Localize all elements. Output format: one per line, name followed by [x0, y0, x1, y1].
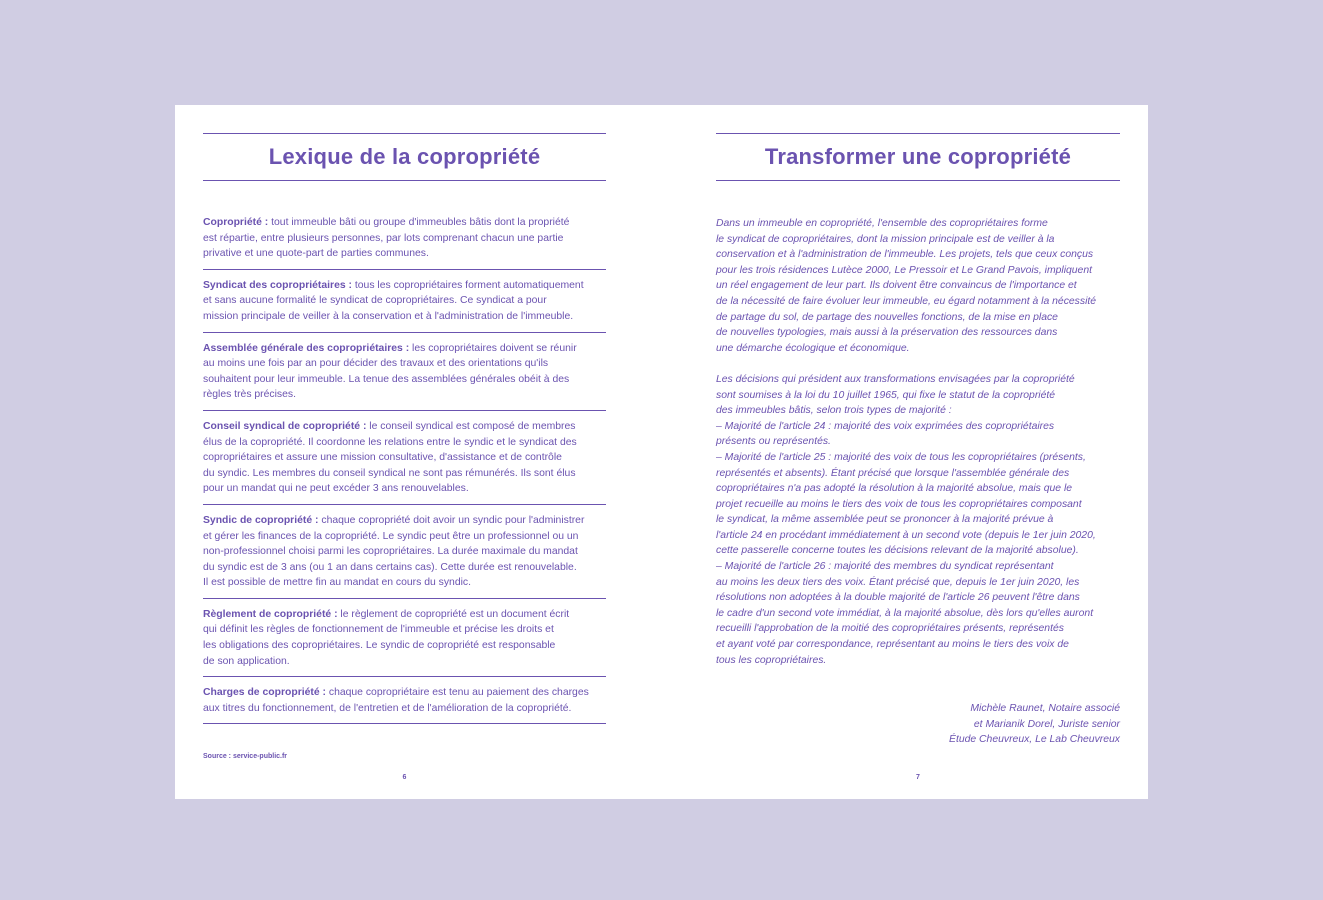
lexique-entry [203, 685, 606, 724]
entry-term: Syndic de copropriété : [203, 514, 319, 526]
entry-definition: tout immeuble bâti ou groupe d'immeubles bâtis dont la propriété est répartie, entre plusieurs personnes, par lots comprenant chacun une partie privative et une quote-part de parties communes. [203, 217, 570, 260]
lexique-entry [203, 513, 606, 599]
body-paragraph: Les décisions qui président aux transformations envisagées par la copropriété sont soumises à la loi du 10 juillet 1965, qui fixe le statut de la copropriété des immeubles bâtis, selon trois types de majorité : – Majorité de l'article 24 : majorité des voix exprimées des copropriétaires présents ou représentés. – Majorité de l'article 25 : majorité des voix de tous les copropriétaires (présents, représentés et absents). Étant précisé que lorsque l'assemblée générale des copropriétaires n'a pas adopté la résolution à la majorité absolue, mais que le projet recueille au moins le tiers des voix de tous les copropriétaires composant le syndicat, la même assemblée peut se prononcer à la majorité prévue à l'article 24 en procédant immédiatement à un second vote (depuis le 1er juin 2020, cette passerelle concerne toutes les décisions relevant de la majorité absolue). – Majorité de l'article 26 : majorité des membres du syndicat représentant au moins les deux tiers des voix. Étant précisé que, depuis le 1er juin 2020, les résolutions non adoptées à la double majorité de l'article 26 peuvent l'être dans le cadre d'un second vote immédiat, à la majorité absolue, dès lors qu'elles auront recueilli l'approbation de la moitié des copropriétaires présents, représentés et ayant voté par correspondance, représentant au moins le tiers des voix de tous les copropriétaires. [716, 373, 1096, 666]
entry-definition: le règlement de copropriété est un document écrit qui définit les règles de fonctionnement de l'immeuble et précise les droits et les obligations des copropriétaires. Le syndic de copropriété est responsable de son application. [203, 608, 570, 667]
lexique-list [203, 215, 606, 732]
signature-block: Michèle Raunet, Notaire associé et Marianik Dorel, Juriste senior Étude Cheuvreux, Le Lab Cheuvreux [949, 703, 1120, 746]
entry-term: Copropriété : [203, 217, 269, 228]
entry-definition: chaque copropriétaire est tenu au paiement des charges aux titres du fonctionnement, de l'entretien et de l'amélioration de la copropriété. [203, 687, 589, 714]
entry-term: Conseil syndical de copropriété : [203, 420, 367, 432]
right-title-block [716, 133, 1120, 181]
entry-term: Assemblée générale des copropriétaires : [203, 342, 410, 354]
right-page [716, 105, 1120, 799]
page-number-left: 6 [402, 774, 407, 781]
entry-term: Charges de copropriété : [203, 687, 326, 699]
lexique-entry [203, 419, 606, 505]
entry-term: Règlement de copropriété : [203, 608, 338, 620]
right-page-title: Transformer une copropriété [764, 144, 1072, 169]
lexique-entry [203, 607, 606, 677]
document-spread [175, 105, 1148, 799]
entry-definition: tous les copropriétaires forment automatiquement et sans aucune formalité le syndicat de copropriétaires. Ce syndicat a pour mission principale de veiller à la conservation et à l'administration de l'immeuble. [203, 279, 584, 322]
entry-definition: le conseil syndical est composé de membres élus de la copropriété. Il coordonne les relations entre le syndic et le syndicat des copropriétaires et assure une mission consultative, d'assistance et de contrôle du syndic. Les membres du conseil syndical ne sont pas rémunérés. Ils sont élus pour un mandat qui ne peut excéder 3 ans renouvelables. [203, 420, 577, 495]
left-page [203, 105, 606, 799]
page-number-right: 7 [916, 774, 920, 781]
entry-term: Syndicat des copropriétaires : [203, 279, 352, 291]
left-page-title: Lexique de la copropriété [268, 144, 541, 169]
right-body-text [716, 216, 1120, 684]
entry-definition: les copropriétaires doivent se réunir au moins une fois par an pour décider des travaux et des orientations qu'ils souhaitent pour leur immeuble. La tenue des assemblées générales obéit à des règles très précises. [203, 342, 577, 401]
entry-definition: chaque copropriété doit avoir un syndic pour l'administrer et gérer les finances de la copropriété. Le syndic peut être un professionnel ou un non-professionnel choisi parmi les copropriétaires. La durée maximale du mandat du syndic est de 3 ans (ou 1 an dans certains cas). Cette durée est renouvelable. Il est possible de mettre fin au mandat en cours du syndic. [203, 514, 585, 589]
left-title-block [203, 133, 606, 181]
source-note: Source : service-public.fr [203, 753, 288, 760]
lexique-entry [203, 215, 606, 270]
body-paragraph: Dans un immeuble en copropriété, l'ensemble des copropriétaires forme le syndicat de copropriétaires, dont la mission principale est de veiller à la conservation et à l'administration de l'immeuble. Les projets, tels que ceux conçus pour les trois résidences Lutèce 2000, Le Pressoir et Le Grand Pavois, impliquent un réel engagement de leur part. Ils doivent être convaincus de l'importance et de la nécessité de faire évoluer leur immeuble, eu égard notamment à la nécessité de partage du sol, de partage des nouvelles fonctions, de la mise en place de nouvelles typologies, mais aussi à la préservation des ressources dans une démarche écologique et économique. [716, 218, 1097, 354]
lexique-entry [203, 278, 606, 333]
lexique-entry [203, 341, 606, 411]
